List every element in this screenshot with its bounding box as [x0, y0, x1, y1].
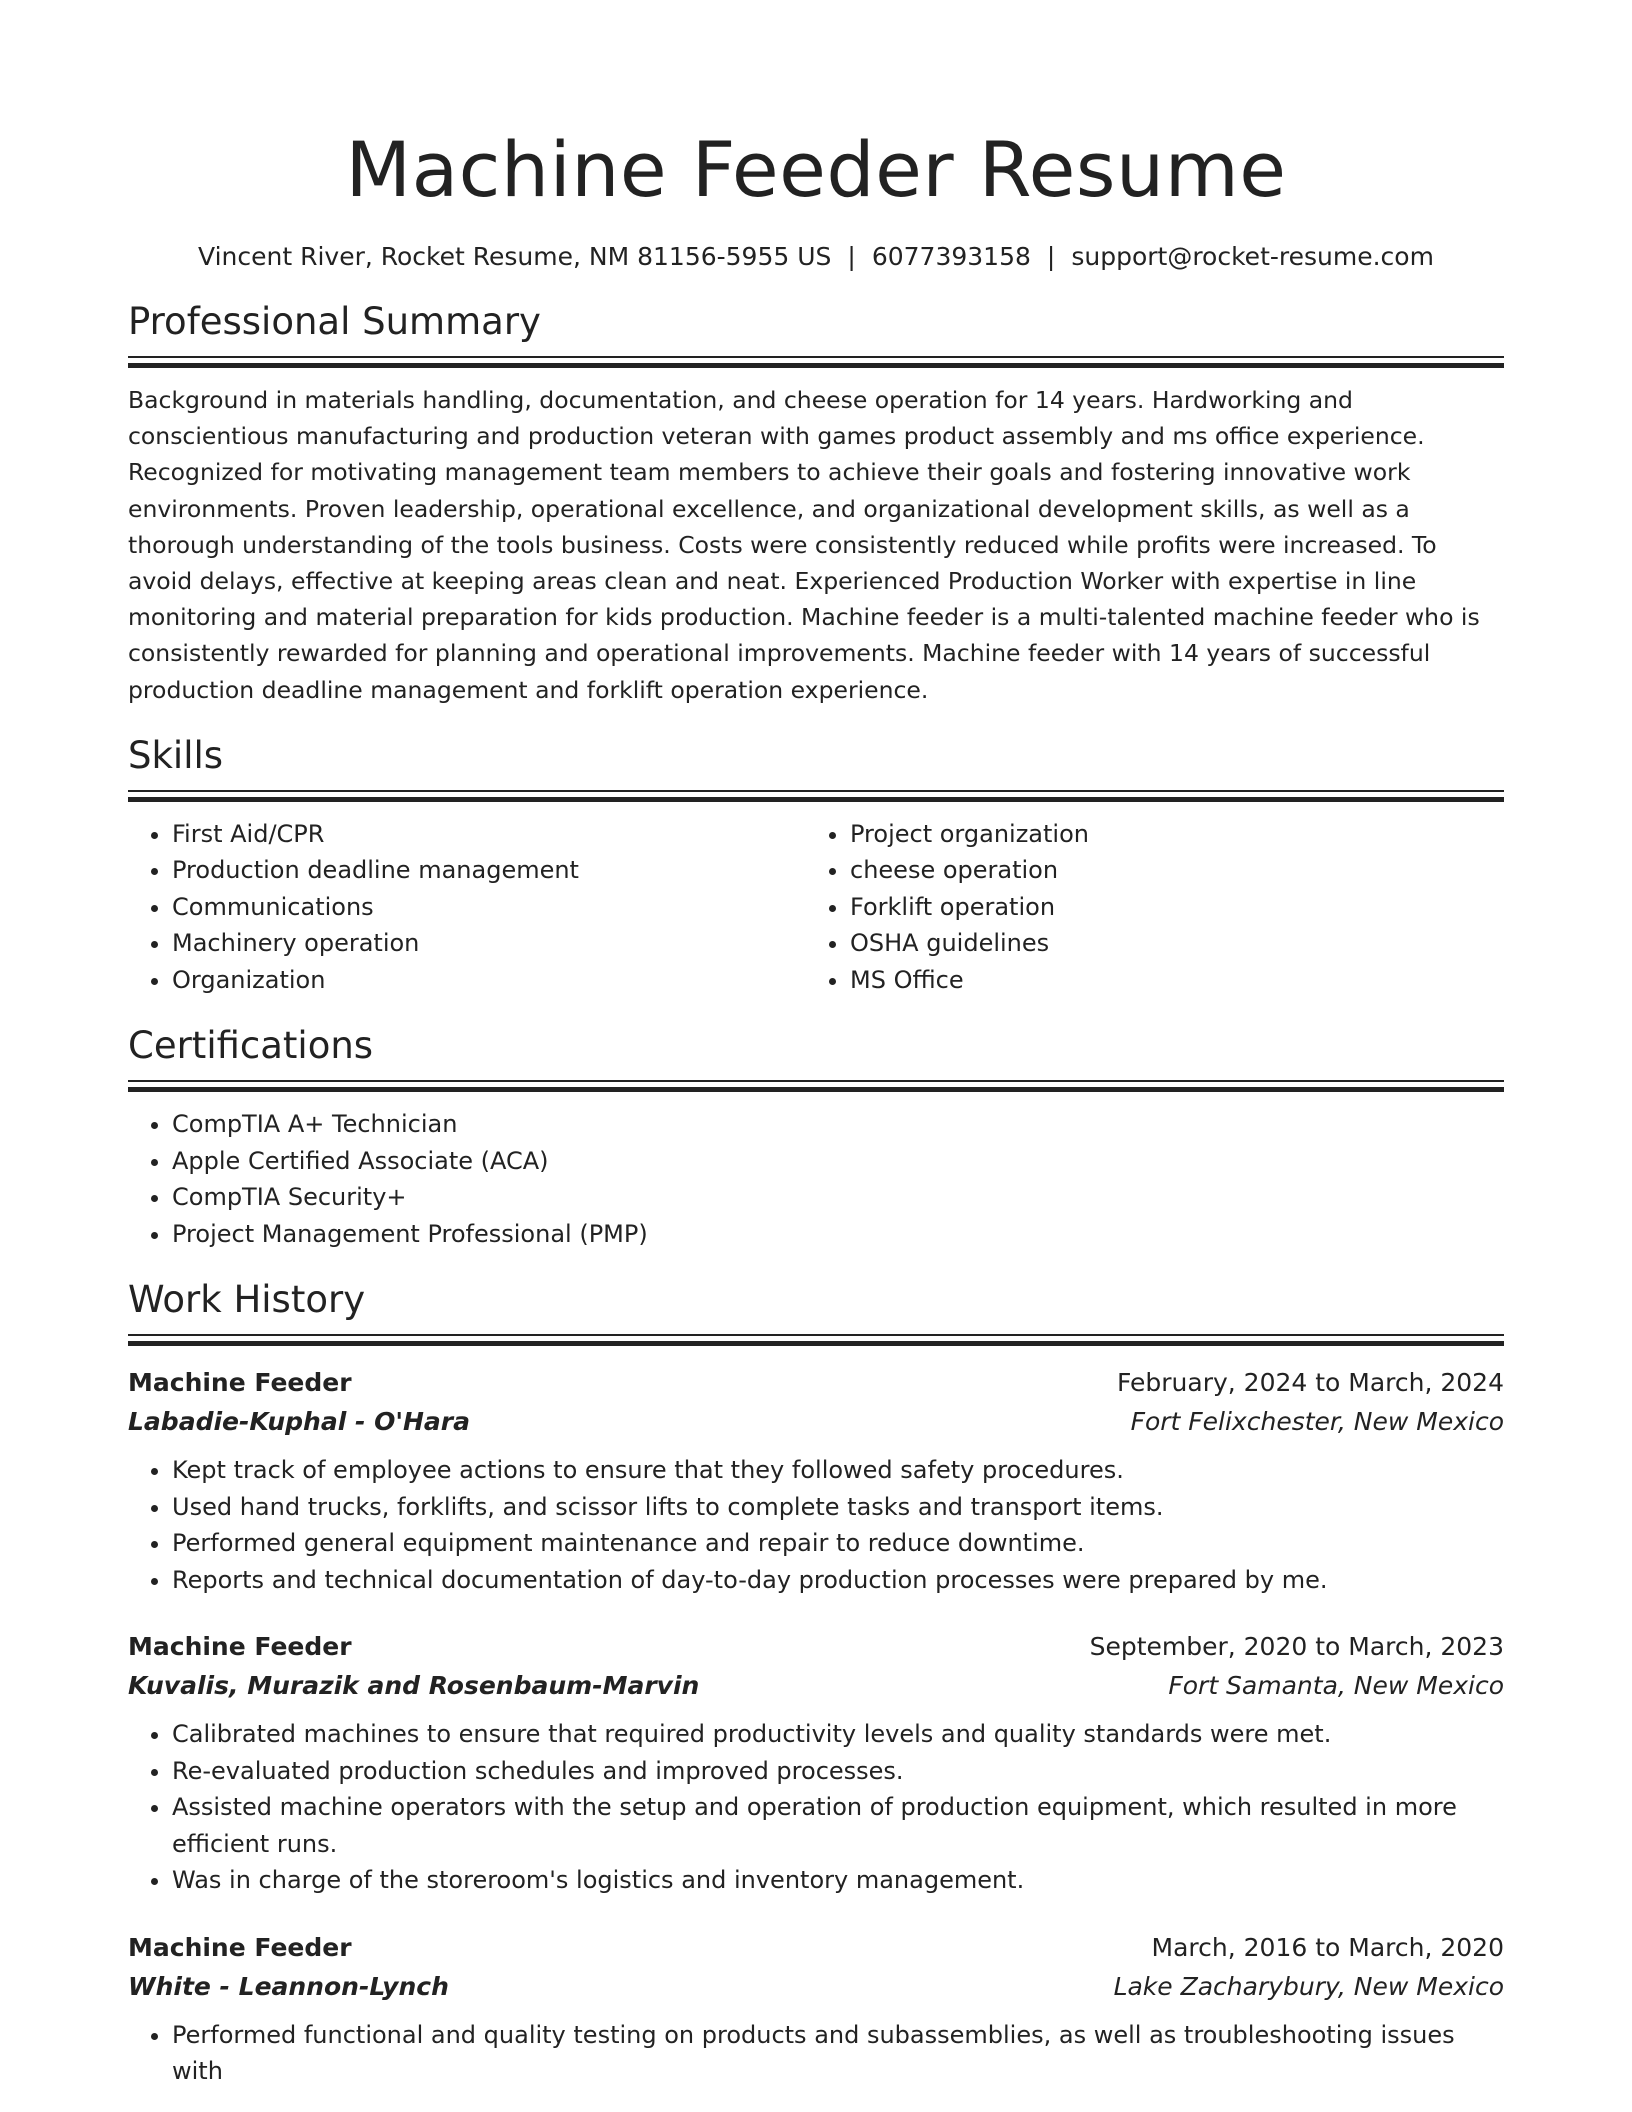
- skill-item: • Forklift operation: [850, 889, 1484, 926]
- job-duty-item: • Assisted machine operators with the setup and operation of production equipment, which resulted in more efficient runs.: [172, 1789, 1504, 1862]
- certification-item: • Project Management Professional (PMP): [172, 1216, 1504, 1253]
- job-duty-item: • Performed functional and quality testing on products and subassemblies, as well as troubleshooting issues with: [172, 2017, 1504, 2090]
- job-duties-list: [128, 1452, 1504, 1598]
- job-entry: [128, 1628, 1504, 1899]
- section-divider: [128, 790, 1504, 802]
- skills-grid: [128, 816, 1504, 999]
- job-duty-item: • Was in charge of the storeroom's logistics and inventory management.: [172, 1862, 1504, 1899]
- skill-item: • MS Office: [850, 962, 1484, 999]
- contact-address: Vincent River, Rocket Resume, NM 81156-5955 US: [198, 242, 832, 271]
- certifications-heading: Certifications: [128, 1024, 374, 1068]
- resume-page: [128, 0, 1504, 2090]
- section-divider: [128, 356, 1504, 368]
- job-header-row: [128, 1929, 1504, 1967]
- skill-item: • Communications: [172, 889, 806, 926]
- summary-text: Background in materials handling, documentation, and cheese operation for 14 years. Hardworking and conscientious manufacturing and production veteran with games product assembly and ms office experience. Recognized for motivating management team members to achieve their goals and fostering innovative work environments. Proven leadership, operational excellence, and organizational development skills, as well as a thorough understanding of the tools business. Costs were consistently reduced while profits were increased. To avoid delays, effective at keeping areas clean and neat. Experienced Production Worker with expertise in line monitoring and material preparation for kids production. Machine feeder is a multi-talented machine feeder who is consistently rewarded for planning and operational improvements. Machine feeder with 14 years of successful production deadline management and forklift operation experience.: [128, 386, 1480, 704]
- skills-section: [128, 732, 1504, 999]
- contact-email: support@rocket-resume.com: [1071, 242, 1434, 271]
- skill-item: • OSHA guidelines: [850, 925, 1484, 962]
- skills-list-left: [128, 816, 806, 999]
- skill-item: • cheese operation: [850, 852, 1484, 889]
- skill-item: • Organization: [172, 962, 806, 999]
- job-duty-item: • Used hand trucks, forklifts, and scissor lifts to complete tasks and transport items.: [172, 1489, 1504, 1526]
- job-subheader-row: [128, 1666, 1504, 1706]
- certifications-section: [128, 1022, 1504, 1252]
- job-entry: [128, 1364, 1504, 1598]
- certifications-list: [128, 1106, 1504, 1252]
- skill-item: • Project organization: [850, 816, 1484, 853]
- job-location: Lake Zacharybury, New Mexico: [1113, 1971, 1504, 2001]
- job-dates: September, 2020 to March, 2023: [1089, 1632, 1504, 1662]
- skill-item: • Production deadline management: [172, 852, 806, 889]
- certification-item: • CompTIA A+ Technician: [172, 1106, 1504, 1143]
- skill-item: • Machinery operation: [172, 925, 806, 962]
- job-duty-item: • Kept track of employee actions to ensure that they followed safety procedures.: [172, 1452, 1504, 1489]
- certification-item: • CompTIA Security+: [172, 1179, 1504, 1216]
- job-duty-item: • Calibrated machines to ensure that required productivity levels and quality standards were met.: [172, 1716, 1504, 1753]
- job-company: White - Leannon-Lynch: [128, 1971, 449, 2001]
- job-location: Fort Felixchester, New Mexico: [1130, 1407, 1504, 1437]
- job-location: Fort Samanta, New Mexico: [1168, 1671, 1504, 1701]
- job-duty-item: • Reports and technical documentation of day-to-day production processes were prepared by me.: [172, 1562, 1504, 1599]
- section-divider: [128, 1080, 1504, 1092]
- job-subheader-row: [128, 1967, 1504, 2007]
- contact-separator: |: [1046, 242, 1056, 271]
- job-duties-list: [128, 1716, 1504, 1899]
- summary-heading: Professional Summary: [128, 300, 541, 343]
- work-history-section: [128, 1276, 1504, 2090]
- skills-list-right: [806, 816, 1484, 999]
- job-company: Kuvalis, Murazik and Rosenbaum-Marvin: [128, 1671, 700, 1701]
- job-subheader-row: [128, 1402, 1504, 1442]
- contact-separator: |: [847, 242, 856, 271]
- skill-item: • First Aid/CPR: [172, 816, 806, 853]
- page-title: Machine Feeder Resume: [345, 125, 1287, 214]
- job-company: Labadie-Kuphal - O'Hara: [128, 1407, 470, 1437]
- job-duty-item: • Performed general equipment maintenance and repair to reduce downtime.: [172, 1525, 1504, 1562]
- job-dates: February, 2024 to March, 2024: [1116, 1368, 1504, 1398]
- contact-phone: 6077393158: [871, 242, 1031, 271]
- certification-item: • Apple Certified Associate (ACA): [172, 1143, 1504, 1180]
- summary-section: [128, 298, 1504, 708]
- job-duty-item: • Re-evaluated production schedules and improved processes.: [172, 1753, 1504, 1790]
- job-entry: [128, 1929, 1504, 2090]
- job-title: Machine Feeder: [128, 1368, 352, 1398]
- section-divider: [128, 1334, 1504, 1346]
- job-header-row: [128, 1628, 1504, 1666]
- job-header-row: [128, 1364, 1504, 1402]
- job-title: Machine Feeder: [128, 1632, 352, 1662]
- skills-heading: Skills: [128, 733, 224, 777]
- work-history-heading: Work History: [128, 1278, 366, 1322]
- job-title: Machine Feeder: [128, 1932, 352, 1962]
- job-dates: March, 2016 to March, 2020: [1151, 1932, 1504, 1962]
- job-duties-list: [128, 2017, 1504, 2090]
- contact-line: [128, 240, 1504, 274]
